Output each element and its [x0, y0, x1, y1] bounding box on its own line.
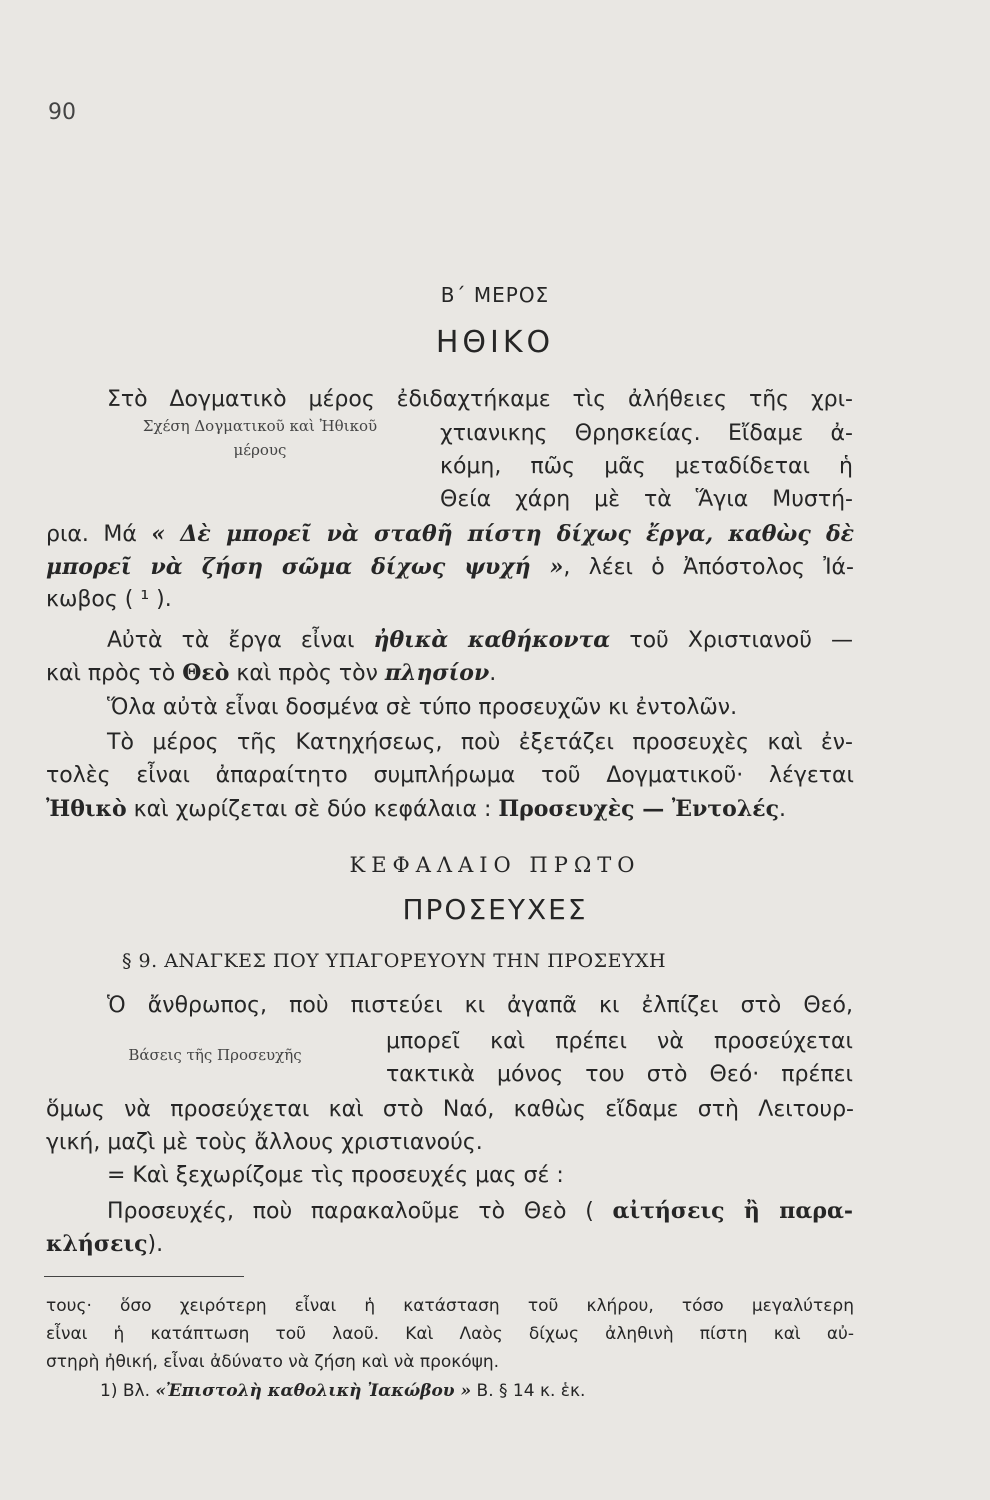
para6-line-1: = Καὶ ξεχωρίζομε τὶς προσευχές μας σέ :: [107, 1163, 564, 1188]
margin-note-line: μέρους: [233, 441, 287, 459]
chapter-heading: ΚΕΦΑΛΑΙΟ ΠΡΩΤΟ: [349, 853, 641, 877]
text-run: .: [489, 661, 497, 686]
intro-line-5: [46, 518, 854, 551]
chapter-title: ΠΡΟΣΕΥΧΕΣ: [402, 893, 588, 926]
petitions-bold: αἰτήσεις ἢ παρα-: [612, 1198, 854, 1224]
para4-line-3: [46, 793, 786, 826]
god-bold: Θεὸ: [182, 660, 230, 686]
para3-line-1: Ὅλα αὐτὰ εἶναι δοσμένα σὲ τύπο προσευχῶν κι ἐντολῶν.: [107, 695, 738, 720]
intro-line-6: [46, 551, 854, 584]
para5-line-5: γική, μαζὶ μὲ τοὺς ἄλλους χριστιανούς.: [46, 1130, 483, 1155]
footnote-line-3: στηρὴ ἠθική, εἶναι ἀδύνατο νὰ ζήση καὶ νὰ προκόψη.: [46, 1352, 500, 1372]
para4-line-2: τολὲς εἶναι ἀπαραίτητο συμπλήρωμα τοῦ Δογματικοῦ· λέγεται: [46, 763, 854, 788]
text-run: Προσευχές, ποὺ παρακαλοῦμε τὸ Θεὸ (: [107, 1199, 613, 1224]
text-run: 1) Βλ.: [100, 1381, 156, 1401]
intro-line-4: Θεία χάρη μὲ τὰ Ἅγια Μυστή-: [440, 487, 853, 512]
footnote-line-1: τους· ὅσο χειρότερη εἶναι ἡ κατάσταση τοῦ κλήρου, τόσο μεγαλύτερη: [46, 1296, 854, 1316]
margin-note-line: Σχέση Δογματικοῦ καὶ Ἠθικοῦ: [142, 417, 378, 435]
part-heading: Β΄ ΜΕΡΟΣ: [440, 283, 550, 307]
text-run: ).: [147, 1232, 164, 1257]
footnote-line-2: εἶναι ἡ κατάπτωση τοῦ λαοῦ. Καὶ Λαὸς δίχως ἀληθινὴ πίστη καὶ αὐ-: [46, 1324, 854, 1344]
para2-line-1: [107, 624, 853, 657]
para7-line-2: [46, 1228, 163, 1261]
intro-line-7: κωβος ( ¹ ).: [46, 587, 172, 612]
para7-line-1: [107, 1195, 853, 1228]
margin-note-dogmatic-ethical: [140, 414, 380, 462]
footnote-line-4: [100, 1378, 585, 1405]
text-run: καὶ πρὸς τὸ: [46, 661, 183, 686]
intro-line-1: Στὸ Δογματικὸ μέρος ἐδιδαχτήκαμε τὶς ἀλήθειες τῆς χρι-: [107, 387, 853, 412]
text-run: καὶ πρὸς τὸν: [229, 661, 385, 686]
para5-line-1: Ὁ ἄνθρωπος, ποὺ πιστεύει κι ἀγαπᾶ κι ἐλπίζει στὸ Θεό,: [107, 993, 853, 1018]
para4-line-1: Τὸ μέρος τῆς Κατηχήσεως, ποὺ ἐξετάζει προσευχὲς καὶ ἐν-: [107, 730, 853, 755]
part-title: ΗΘΙΚΟ: [435, 325, 555, 360]
chapters-bold: Προσευχὲς — Ἐντολές: [498, 796, 780, 822]
page-number: 90: [48, 100, 76, 125]
para5-line-2: μπορεῖ καὶ πρέπει νὰ προσεύχεται: [386, 1029, 853, 1054]
epistle-citation: «Ἐπιστολὴ καθολικὴ Ἰακώβου »: [155, 1381, 472, 1401]
text-run: , λέει ὁ Ἀπόστολος Ἰά-: [563, 555, 854, 580]
james-quote-cont: μπορεῖ νὰ ζήση σῶμα δίχως ψυχή »: [46, 554, 564, 580]
intro-line-3: κόμη, πῶς μᾶς μεταδίδεται ἡ: [440, 454, 853, 479]
james-quote: « Δὲ μπορεῖ νὰ σταθῆ πίστη δίχως ἔργα, καθὼς δὲ: [151, 521, 854, 547]
text-run: .: [779, 797, 787, 822]
para5-line-3: τακτικὰ μόνος του στὸ Θεό· πρέπει: [386, 1062, 853, 1087]
section-heading: § 9. ΑΝΑΓΚΕΣ ΠΟΥ ΥΠΑΓΟΡΕΥΟΥΝ ΤΗΝ ΠΡΟΣΕΥΧΗ: [122, 950, 667, 972]
supplications-bold: κλήσεις: [46, 1231, 148, 1257]
text-run: Β. § 14 κ. ἑκ.: [471, 1381, 586, 1401]
text-run: καὶ χωρίζεται σὲ δύο κεφάλαια :: [126, 797, 499, 822]
para2-line-2: [46, 657, 496, 690]
text-run: ρια. Μά: [46, 522, 152, 547]
margin-note-prayer-basis: Βάσεις τῆς Προσευχῆς: [128, 1046, 302, 1064]
intro-line-2: χτιανικης Θρησκείας. Εἴδαμε ἀ-: [440, 421, 853, 446]
neighbour-bold: πλησίον: [384, 660, 490, 686]
para5-line-4: ὅμως νὰ προσεύχεται καὶ στὸ Ναό, καθὼς εἴδαμε στὴ Λειτουρ-: [46, 1097, 854, 1122]
text-run: Αὐτὰ τὰ ἔργα εἶναι: [107, 628, 374, 653]
ethical-bold: Ἠθικὸ: [46, 796, 127, 822]
moral-duties: ἠθικὰ καθήκοντα: [373, 627, 611, 653]
footnote-rule: [44, 1276, 244, 1277]
text-run: τοῦ Χριστιανοῦ —: [610, 628, 853, 653]
